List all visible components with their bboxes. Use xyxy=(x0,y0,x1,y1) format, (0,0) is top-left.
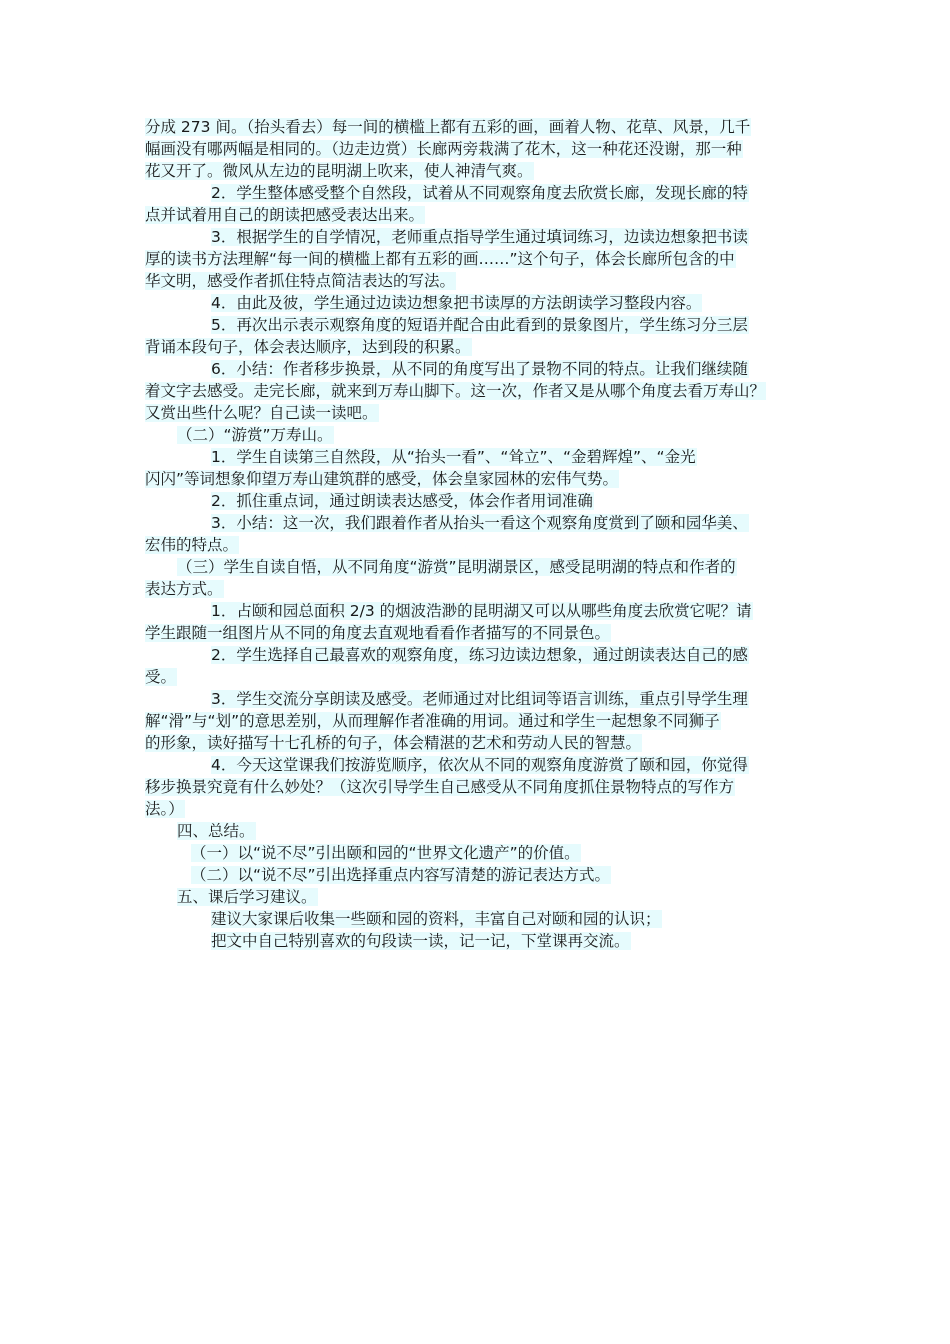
text-line xyxy=(145,270,815,292)
line-text: 建议大家课后收集一些颐和园的资料，丰富自己对颐和园的认识； xyxy=(211,910,661,928)
text-line xyxy=(145,490,815,512)
line-text: 2．学生选择自己最喜欢的观察角度，练习边读边想象，通过朗读表达自己的感 xyxy=(211,646,748,664)
text-line xyxy=(145,226,815,248)
line-text: （一）以“说不尽”引出颐和园的“世界文化遗产”的价值。 xyxy=(191,844,580,862)
line-text: 四、总结。 xyxy=(177,822,255,840)
text-line xyxy=(145,622,815,644)
text-line xyxy=(145,908,815,930)
text-line xyxy=(145,864,815,886)
text-line xyxy=(145,754,815,776)
line-text: 分成 273 间。（抬头看去）每一间的横槛上都有五彩的画，画着人物、花草、风景，几千 xyxy=(145,118,751,136)
line-text: 受。 xyxy=(145,668,177,686)
line-text: 移步换景究竟有什么妙处？（这次引导学生自己感受从不同角度抓住景物特点的写作方 xyxy=(145,778,735,796)
text-line xyxy=(145,556,815,578)
line-text: （二）以“说不尽”引出选择重点内容写清楚的游记表达方式。 xyxy=(191,866,611,884)
line-text: 3．学生交流分享朗读及感受。老师通过对比组词等语言训练，重点引导学生理 xyxy=(211,690,748,708)
line-text: 5．再次出示表示观察角度的短语并配合由此看到的景象图片，学生练习分三层 xyxy=(211,316,748,334)
line-text: 华文明，感受作者抓住特点简洁表达的写法。 xyxy=(145,272,456,290)
line-text: 背诵本段句子，体会表达顺序，达到段的积累。 xyxy=(145,338,471,356)
text-line xyxy=(145,314,815,336)
text-line xyxy=(145,358,815,380)
section-heading xyxy=(145,820,815,842)
line-text: （二）“游赏”万寿山。 xyxy=(177,426,333,444)
line-text: 着文字去感受。走完长廊，就来到万寿山脚下。这一次，作者又是从哪个角度去看万寿山？ xyxy=(145,382,766,400)
line-text: 的形象，读好描写十七孔桥的句子，体会精湛的艺术和劳动人民的智慧。 xyxy=(145,734,642,752)
line-text: （三）学生自读自悟，从不同角度“游赏”昆明湖景区，感受昆明湖的特点和作者的 xyxy=(177,558,736,576)
line-text: 2．抓住重点词，通过朗读表达感受，体会作者用词准确 xyxy=(211,492,593,510)
text-line xyxy=(145,248,815,270)
line-text: 解“滑”与“划”的意思差别，从而理解作者准确的用词。通过和学生一起想象不同狮子 xyxy=(145,712,720,730)
text-line xyxy=(145,798,815,820)
text-line xyxy=(145,644,815,666)
line-text: 五、课后学习建议。 xyxy=(177,888,317,906)
text-line xyxy=(145,402,815,424)
line-text: 4．由此及彼，学生通过边读边想象把书读厚的方法朗读学习整段内容。 xyxy=(211,294,702,312)
text-line xyxy=(145,512,815,534)
line-text: 4．今天这堂课我们按游览顺序，依次从不同的观察角度游赏了颐和园，你觉得 xyxy=(211,756,748,774)
text-line xyxy=(145,182,815,204)
text-line xyxy=(145,930,815,952)
line-text: 宏伟的特点。 xyxy=(145,536,239,554)
text-line xyxy=(145,534,815,556)
document-body xyxy=(145,116,815,952)
text-line xyxy=(145,204,815,226)
line-text: 6．小结：作者移步换景，从不同的角度写出了景物不同的特点。让我们继续随 xyxy=(211,360,748,378)
text-line xyxy=(145,116,815,138)
text-line xyxy=(145,160,815,182)
line-text: 3．根据学生的自学情况，老师重点指导学生通过填词练习，边读边想象把书读 xyxy=(211,228,748,246)
line-text: 幅画没有哪两幅是相同的。（边走边赏）长廊两旁栽满了花木，这一种花还没谢，那一种 xyxy=(145,140,742,158)
line-text: 学生跟随一组图片从不同的角度去直观地看看作者描写的不同景色。 xyxy=(145,624,611,642)
text-line xyxy=(145,424,815,446)
text-line xyxy=(145,292,815,314)
text-line xyxy=(145,468,815,490)
text-line xyxy=(145,138,815,160)
text-line xyxy=(145,666,815,688)
line-text: 3．小结：这一次，我们跟着作者从抬头一看这个观察角度赏到了颐和园华美、 xyxy=(211,514,748,532)
line-text: 1．学生自读第三自然段，从“抬头一看”、“耸立”、“金碧辉煌”、“金光 xyxy=(211,448,696,466)
text-line xyxy=(145,600,815,622)
line-text: 1．占颐和园总面积 2/3 的烟波浩渺的昆明湖又可以从哪些角度去欣赏它呢？请 xyxy=(211,602,752,620)
text-line xyxy=(145,380,815,402)
line-text: 点并试着用自己的朗读把感受表达出来。 xyxy=(145,206,425,224)
line-text: 表达方式。 xyxy=(145,580,223,598)
text-line xyxy=(145,776,815,798)
text-line xyxy=(145,446,815,468)
text-line xyxy=(145,336,815,358)
text-line xyxy=(145,732,815,754)
line-text: 又赏出些什么呢？自己读一读吧。 xyxy=(145,404,378,422)
text-line xyxy=(145,578,815,600)
line-text: 厚的读书方法理解“每一间的横槛上都有五彩的画……”这个句子，体会长廊所包含的中 xyxy=(145,250,735,268)
text-line xyxy=(145,688,815,710)
line-text: 把文中自己特别喜欢的句段读一读，记一记，下堂课再交流。 xyxy=(211,932,630,950)
line-text: 闪闪”等词想象仰望万寿山建筑群的感受，体会皇家园林的宏伟气势。 xyxy=(145,470,619,488)
text-line xyxy=(145,710,815,732)
section-heading xyxy=(145,886,815,908)
line-text: 2．学生整体感受整个自然段，试着从不同观察角度去欣赏长廊，发现长廊的特 xyxy=(211,184,748,202)
text-line xyxy=(145,842,815,864)
line-text: 法。） xyxy=(145,800,184,818)
line-text: 花又开了。微风从左边的昆明湖上吹来，使人神清气爽。 xyxy=(145,162,533,180)
